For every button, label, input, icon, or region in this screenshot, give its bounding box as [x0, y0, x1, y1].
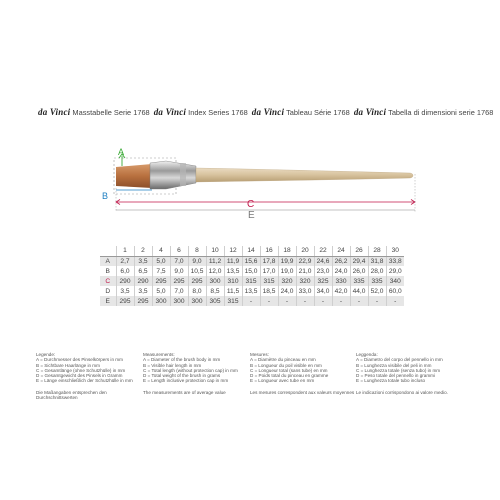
table-cell: 12,0: [206, 266, 224, 276]
legend-line: B = Sichtbare Haarlänge in mm: [36, 362, 100, 368]
table-cell: 290: [134, 276, 152, 286]
brush-handle: [196, 168, 413, 182]
size-header-cell: 24: [332, 246, 350, 256]
legend-italian: [356, 352, 461, 395]
table-cell: 31,8: [368, 256, 386, 266]
brush-diagram: [0, 130, 500, 230]
dimension-b-label: B: [102, 191, 109, 201]
header-brand-1: da Vinci: [38, 107, 71, 117]
table-cell: 33,0: [296, 286, 314, 296]
table-cell: 295: [188, 276, 206, 286]
table-cell: 18,5: [260, 286, 278, 296]
table-cell: 19,0: [278, 266, 296, 276]
size-header-cell: 2: [134, 246, 152, 256]
table-cell: 42,0: [332, 286, 350, 296]
header-text-3: Tableau Série 1768: [286, 108, 350, 117]
table-cell: 295: [134, 296, 152, 306]
legend-line: C = Longueur total (sans tube) en mm: [250, 367, 328, 373]
table-cell: -: [350, 296, 368, 306]
legend-line: C = Lunghezza totale (senza tubo) in mm: [356, 367, 441, 373]
table-row-d: [100, 286, 404, 296]
table-cell: -: [314, 296, 332, 306]
size-header-cell: 14: [242, 246, 260, 256]
table-cell: 3,5: [134, 286, 152, 296]
table-cell: 310: [224, 276, 242, 286]
table-cell: 3,5: [134, 256, 152, 266]
legend-title: Legende:: [36, 352, 56, 357]
table-cell: 7,5: [152, 266, 170, 276]
table-cell: 23,0: [314, 266, 332, 276]
table-cell: 305: [206, 296, 224, 306]
size-header-cell: 12: [224, 246, 242, 256]
table-cell: 17,8: [260, 256, 278, 266]
table-row-c: [100, 276, 404, 286]
table-cell: -: [242, 296, 260, 306]
table-cell: -: [260, 296, 278, 306]
legend-title: Leggenda:: [356, 352, 378, 357]
table-cell: -: [296, 296, 314, 306]
table-cell: 335: [368, 276, 386, 286]
series-header: [38, 107, 494, 117]
table-row-a: [100, 256, 404, 266]
table-cell: 11,9: [224, 256, 242, 266]
table-cell: 330: [332, 276, 350, 286]
table-cell: 7,0: [170, 256, 188, 266]
table-cell: 300: [206, 276, 224, 286]
table-cell: -: [386, 296, 404, 306]
table-cell: 6,0: [116, 266, 134, 276]
table-cell: 29,4: [350, 256, 368, 266]
table-cell: 6,5: [134, 266, 152, 276]
header-text-4: Tabella di dimensioni serie 1768: [388, 108, 494, 117]
table-cell: 13,5: [242, 286, 260, 296]
header-brand-3: da Vinci: [251, 107, 285, 117]
dimension-a-label: A: [118, 147, 125, 157]
size-header-cell: 18: [278, 246, 296, 256]
table-cell: 290: [116, 276, 134, 286]
size-header-cell: 30: [386, 246, 404, 256]
legend-note: Le indicazioni corrispondono ai valore medio.: [356, 389, 448, 395]
table-cell: 15,6: [242, 256, 260, 266]
table-cell: 5,0: [152, 286, 170, 296]
header-brand-2: da Vinci: [153, 107, 187, 117]
legend-line: D = Gesamtgewicht des Pinsels in Gramm: [36, 373, 123, 379]
table-cell: 300: [170, 296, 188, 306]
table-cell: 52,0: [368, 286, 386, 296]
row-label: E: [100, 296, 116, 306]
legend-line: E = Länge einschließlich der Schutzhülle in mm: [36, 378, 133, 384]
legend-line: B = Visible hair length in mm: [143, 362, 202, 368]
legend-line: E = Longueur avec tube en mm: [250, 378, 315, 384]
size-header-cell: 1: [116, 246, 134, 256]
legend-line: C = Total length (without protection cap) in mm: [143, 367, 238, 373]
table-cell: -: [332, 296, 350, 306]
table-cell: 335: [350, 276, 368, 286]
legend-title: Mesures:: [250, 352, 269, 357]
table-cell: -: [368, 296, 386, 306]
brush-ferrule: [150, 161, 196, 189]
table-cell: 15,0: [242, 266, 260, 276]
size-header-cell: 10: [206, 246, 224, 256]
ferrule-ring: [180, 163, 186, 186]
dimension-c-label: C: [247, 199, 255, 210]
legend-line: A = Diameter of the brush body in mm: [143, 357, 221, 363]
size-header-cell: 26: [350, 246, 368, 256]
legend-line: A = Diametro del corpo del pennello in mm: [356, 357, 443, 363]
size-header-cell: 8: [188, 246, 206, 256]
table-cell: 295: [170, 276, 188, 286]
table-cell: 34,0: [314, 286, 332, 296]
row-label: B: [100, 266, 116, 276]
table-cell: 11,2: [206, 256, 224, 266]
table-cell: 22,9: [296, 256, 314, 266]
table-cell: 295: [116, 296, 134, 306]
table-cell: 300: [188, 296, 206, 306]
table-cell: 10,5: [188, 266, 206, 276]
legend-line: E = Length inclusive protection cap in mm: [143, 378, 229, 384]
table-cell: 26,2: [332, 256, 350, 266]
legend-line: D = Peso totale del pennello in grammi: [356, 373, 436, 379]
legend-line: A = Diamètre du pinceau en mm: [250, 357, 316, 363]
legend-note: Les mesures correspondent aux valeurs moyennes: [250, 389, 355, 395]
table-cell: 24,0: [278, 286, 296, 296]
table-cell: 315: [242, 276, 260, 286]
table-cell: 2,7: [116, 256, 134, 266]
legend-line: D = Poids total du pinceau en gramme: [250, 373, 329, 379]
table-row-e: [100, 296, 404, 306]
dimension-e-label: E: [248, 210, 255, 221]
legend-line: B = Longueur du poil visible en mm: [250, 362, 322, 368]
table-cell: 320: [278, 276, 296, 286]
size-header-cell: 4: [152, 246, 170, 256]
dimension-table: [100, 246, 404, 306]
table-header-row: [100, 246, 404, 256]
table-cell: 340: [386, 276, 404, 286]
size-header-cell: 6: [170, 246, 188, 256]
table-cell: 44,0: [350, 286, 368, 296]
legend-german: [36, 352, 141, 400]
table-cell: 11,5: [224, 286, 242, 296]
legend-line: A = Durchmesser des Pinselkörpers in mm: [36, 357, 123, 363]
table-cell: 295: [152, 276, 170, 286]
legend-french: [250, 352, 355, 395]
table-cell: 17,0: [260, 266, 278, 276]
table-corner-cell: [100, 246, 116, 256]
table-cell: 325: [314, 276, 332, 286]
table-cell: 9,0: [170, 266, 188, 276]
table-cell: 24,0: [332, 266, 350, 276]
table-cell: 28,0: [368, 266, 386, 276]
header-brand-4: da Vinci: [353, 107, 387, 117]
table-cell: 320: [296, 276, 314, 286]
legend-line: E = Lunghezza totale tubo incluso: [356, 378, 426, 384]
table-cell: 5,0: [152, 256, 170, 266]
table-cell: 8,0: [188, 286, 206, 296]
header-text-2: Index Series 1768: [188, 108, 248, 117]
table-cell: 300: [152, 296, 170, 306]
table-cell: 29,0: [388, 267, 402, 275]
legend-note: The measurements are of average value: [143, 389, 226, 395]
table-cell: 60,0: [388, 287, 402, 295]
legend-english: [143, 352, 248, 395]
size-header-cell: 22: [314, 246, 332, 256]
table-row-b: [100, 266, 404, 276]
table-cell: 3,5: [116, 286, 134, 296]
table-cell: 8,5: [206, 286, 224, 296]
legend-line: C = Gesamtlänge (ohne Schutzhülle) in mm: [36, 367, 126, 373]
table-cell: 7,0: [170, 286, 188, 296]
table-cell: 26,0: [350, 266, 368, 276]
brush-hair: [116, 164, 152, 188]
row-label: D: [100, 286, 116, 296]
size-header-cell: 16: [260, 246, 278, 256]
table-cell: 21,0: [296, 266, 314, 276]
row-label: C: [100, 276, 116, 286]
row-label: A: [100, 256, 116, 266]
header-text-1: Masstabelle Serie 1768: [72, 108, 150, 117]
table-cell: 19,9: [278, 256, 296, 266]
legend-note: Die Maßangaben entsprechen den Durchschnittswerten: [36, 389, 107, 401]
legend-line: D = Total weight of the brush in grams: [143, 373, 221, 379]
legend-title: Measurements:: [143, 352, 175, 357]
table-cell: 9,0: [188, 256, 206, 266]
table-cell: 24,6: [314, 256, 332, 266]
legend-line: B = Lunghezza visibile del peli in mm: [356, 362, 432, 368]
size-header-cell: 28: [368, 246, 386, 256]
table-cell: 315: [224, 296, 242, 306]
table-cell: 13,5: [224, 266, 242, 276]
table-cell: 315: [260, 276, 278, 286]
size-header-cell: 20: [296, 246, 314, 256]
table-cell: 33,8: [386, 256, 404, 266]
table-cell: -: [278, 296, 296, 306]
